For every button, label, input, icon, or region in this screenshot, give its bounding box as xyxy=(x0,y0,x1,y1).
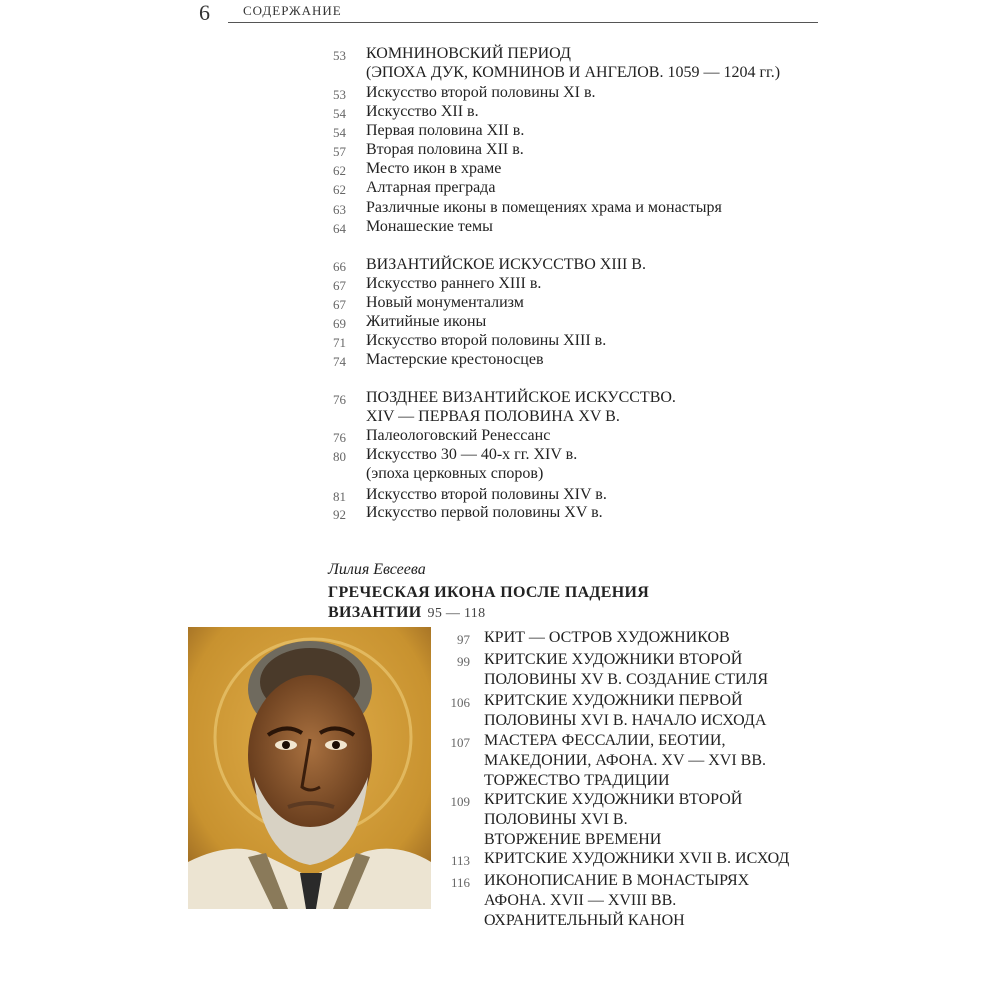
toc-entry-title: Монашеские темы xyxy=(366,218,493,235)
toc-entry-title: ПОЛОВИНЫ XV В. СОЗДАНИЕ СТИЛЯ xyxy=(484,671,769,688)
toc-entry-title: АФОНА. XVII — XVIII ВВ. xyxy=(484,892,677,909)
toc-page-number: 74 xyxy=(333,354,346,369)
toc-entry-title: ТОРЖЕСТВО ТРАДИЦИИ xyxy=(484,772,670,789)
toc-entry-title: КОМНИНОВСКИЙ ПЕРИОД xyxy=(366,45,571,62)
toc-entry-title: ПОЛОВИНЫ XVI В. НАЧАЛО ИСХОДА xyxy=(484,712,767,729)
toc-entry-title: ИКОНОПИСАНИЕ В МОНАСТЫРЯХ xyxy=(484,872,750,889)
toc-entry-title: Житийные иконы xyxy=(366,313,487,330)
chapter-title xyxy=(328,583,649,624)
toc-entry-title: Искусство раннего XIII в. xyxy=(366,275,542,292)
toc-page-number: 62 xyxy=(333,182,346,197)
toc-page-number: 64 xyxy=(333,221,346,236)
toc-entry-title: Искусство второй половины XI в. xyxy=(366,84,596,101)
toc-entry-title: ПОЛОВИНЫ XVI В. xyxy=(484,811,628,828)
toc-entry-title: Искусство второй половины XIV в. xyxy=(366,486,607,503)
toc-entry-title: Искусство второй половины XIII в. xyxy=(366,332,607,349)
toc-page-number: 67 xyxy=(333,278,346,293)
toc-entry-title: Мастерские крестоносцев xyxy=(366,351,544,368)
toc-page-number: 80 xyxy=(333,449,346,464)
toc-entry-title: КРИТСКИЕ ХУДОЖНИКИ ВТОРОЙ xyxy=(484,791,743,808)
toc-entry-title: Место икон в храме xyxy=(366,160,502,177)
toc-page-number: 106 xyxy=(450,695,470,710)
toc-page-number: 54 xyxy=(333,125,346,140)
toc-entry-title: Искусство первой половины XV в. xyxy=(366,504,603,521)
toc-entry-title: (ЭПОХА ДУК, КОМНИНОВ И АНГЕЛОВ. 1059 — 1204 гг.) xyxy=(366,64,781,81)
toc-entry-title: Новый монументализм xyxy=(366,294,524,311)
toc-page-number: 69 xyxy=(333,316,346,331)
toc-entry-title: Палеологовский Ренессанс xyxy=(366,427,551,444)
toc-entry-title: Первая половина XII в. xyxy=(366,122,525,139)
toc-entry-title: XIV — ПЕРВАЯ ПОЛОВИНА XV В. xyxy=(366,408,620,425)
toc-page-number: 81 xyxy=(333,489,346,504)
toc-entry-title: КРИТ — ОСТРОВ ХУДОЖНИКОВ xyxy=(484,629,730,646)
header-rule xyxy=(228,22,818,23)
toc-page-number: 54 xyxy=(333,106,346,121)
toc-entry-title: ПОЗДНЕЕ ВИЗАНТИЙСКОЕ ИСКУССТВО. xyxy=(366,389,676,406)
toc-entry-title: Различные иконы в помещениях храма и монастыря xyxy=(366,199,722,216)
toc-entry-title: Вторая половина XII в. xyxy=(366,141,524,158)
toc-page-number: 116 xyxy=(450,875,470,890)
toc-page-number: 53 xyxy=(333,48,346,63)
saint-icon-illustration xyxy=(188,627,431,909)
toc-page-number: 97 xyxy=(457,632,470,647)
toc-page-number: 63 xyxy=(333,202,346,217)
toc-page-number: 109 xyxy=(450,794,470,809)
chapter-page-range: 95 — 118 xyxy=(427,606,486,621)
toc-entry-title: КРИТСКИЕ ХУДОЖНИКИ ВТОРОЙ xyxy=(484,651,743,668)
toc-entry-title: ВИЗАНТИЙСКОЕ ИСКУССТВО XIII В. xyxy=(366,256,646,273)
toc-page-number: 53 xyxy=(333,87,346,102)
toc-entry-title: МАСТЕРА ФЕССАЛИИ, БЕОТИИ, xyxy=(484,732,726,749)
chapter-title-line1: ГРЕЧЕСКАЯ ИКОНА ПОСЛЕ ПАДЕНИЯ xyxy=(328,584,650,601)
chapter-author: Лилия Евсеева xyxy=(328,561,426,578)
toc-page-number: 62 xyxy=(333,163,346,178)
toc-page-number: 76 xyxy=(333,392,346,407)
toc-entry-title: МАКЕДОНИИ, АФОНА. XV — XVI ВВ. xyxy=(484,752,767,769)
chapter-title-line2: ВИЗАНТИИ xyxy=(328,604,422,621)
toc-entry-title: Искусство 30 — 40-х гг. XIV в. xyxy=(366,446,578,463)
toc-page-number: 92 xyxy=(333,507,346,522)
toc-entry-title: Алтарная преграда xyxy=(366,179,496,196)
page-number: 6 xyxy=(199,0,210,25)
toc-entry-title: КРИТСКИЕ ХУДОЖНИКИ XVII В. ИСХОД xyxy=(484,850,790,867)
running-head: СОДЕРЖАНИЕ xyxy=(243,3,342,18)
toc-entry-title: ВТОРЖЕНИЕ ВРЕМЕНИ xyxy=(484,831,662,848)
toc-page-number: 99 xyxy=(457,654,470,669)
toc-page-number: 57 xyxy=(333,144,346,159)
toc-entry-title: Искусство XII в. xyxy=(366,103,479,120)
toc-page-number: 107 xyxy=(450,735,470,750)
toc-page-number: 67 xyxy=(333,297,346,312)
toc-entry-title: (эпоха церковных споров) xyxy=(366,465,544,482)
toc-entry-title: ОХРАНИТЕЛЬНЫЙ КАНОН xyxy=(484,912,685,929)
toc-page-number: 76 xyxy=(333,430,346,445)
toc-page-number: 113 xyxy=(450,853,470,868)
toc-page-number: 66 xyxy=(333,259,346,274)
toc-page-number: 71 xyxy=(333,335,346,350)
toc-entry-title: КРИТСКИЕ ХУДОЖНИКИ ПЕРВОЙ xyxy=(484,692,743,709)
